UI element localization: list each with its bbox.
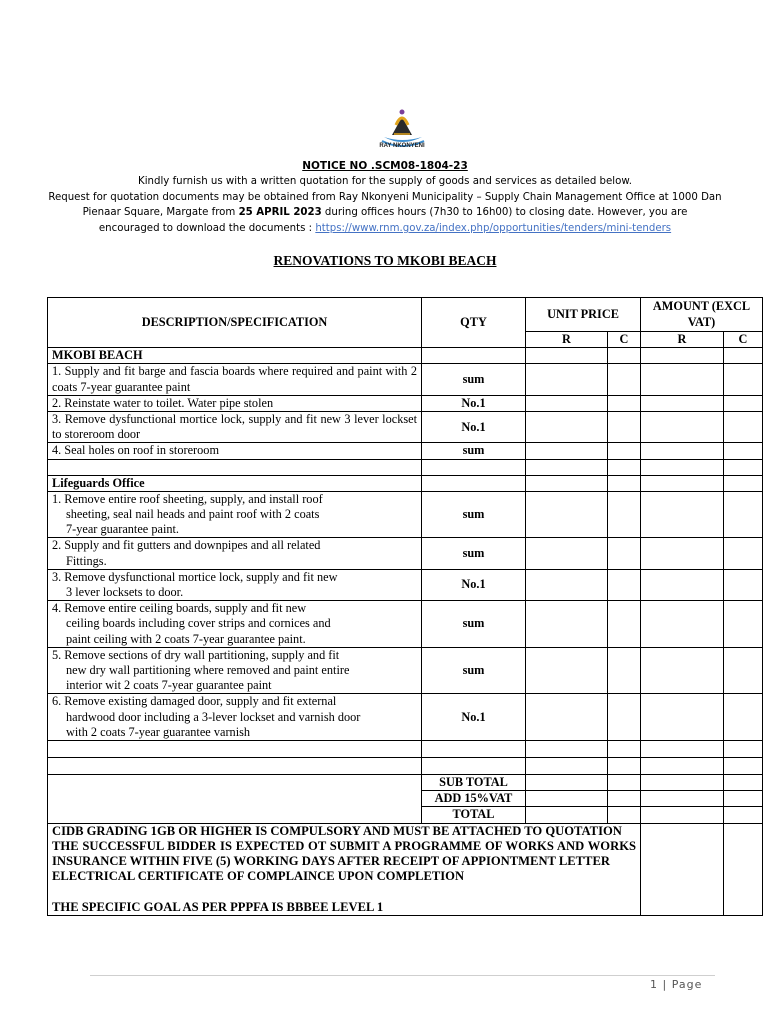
table-row: 2. Reinstate water to toilet. Water pipe stolen No.1 bbox=[48, 395, 763, 411]
header-amount-r: R bbox=[641, 332, 724, 348]
intro-line-4: encouraged to download the documents : https://www.rnm.gov.za/index.php/opportunities/tenders/mini-tenders bbox=[98, 223, 672, 234]
quotation-table bbox=[47, 297, 763, 916]
intro-line-3: Pienaar Square, Margate from 25 APRIL 2023 during offices hours (7h30 to 16h00) to closing date. However, you are bbox=[82, 207, 688, 218]
document-title: RENOVATIONS TO MKOBI BEACH bbox=[273, 253, 497, 268]
header-amount-c: C bbox=[724, 332, 763, 348]
table-row: 1. Supply and fit barge and fascia boards where required and paint with 2 coats 7-year guarantee paint sum bbox=[48, 364, 763, 395]
header-amount: AMOUNT (EXCL VAT) bbox=[641, 298, 763, 332]
requirements-notes: CIDB GRADING 1GB OR HIGHER IS COMPULSORY AND MUST BE ATTACHED TO QUOTATION THE SUCCESSFUL BIDDER IS EXPECTED OT SUBMIT A PROGRAMME OF WORKS AND WORKS INSURANCE WITHIN FIVE (5) WORKING DAYS AFTER RECEIPT OF APPIONTMENT LETTER ELECTRICAL CERTIFICATE OF COMPLAINCE UPON COMPLETION THE SPECIFIC GOAL AS PER PPPFA IS BBBEE LEVEL 1 bbox=[48, 823, 641, 915]
notice-number: NOTICE NO .SCM08-1804-23 bbox=[302, 160, 468, 172]
intro-line-2: Request for quotation documents may be obtained from Ray Nkonyeni Municipality – Supply Chain Management Office at 1000 Dan bbox=[48, 192, 722, 203]
section-mkobi-beach: MKOBI BEACH bbox=[48, 348, 422, 364]
table-row: 4. Seal holes on roof in storeroom sum bbox=[48, 443, 763, 459]
vat-label: ADD 15%VAT bbox=[422, 791, 526, 807]
tender-link[interactable]: https://www.rnm.gov.za/index.php/opportunities/tenders/mini-tenders bbox=[315, 223, 672, 234]
table-row: 1. Remove entire roof sheeting, supply, and install roof sheeting, seal nail heads and paint roof with 2 coats 7-year guarantee paint. sum bbox=[48, 491, 763, 538]
header-unit-c: C bbox=[608, 332, 641, 348]
page-number: 1 | Page bbox=[650, 978, 703, 991]
intro-line-1: Kindly furnish us with a written quotation for the supply of goods and services as detailed below. bbox=[138, 176, 632, 187]
table-row: 3. Remove dysfunctional mortice lock, supply and fit new 3 lever lockset to storeroom door No.1 bbox=[48, 412, 763, 443]
table-row: 2. Supply and fit gutters and downpipes and all related Fittings. sum bbox=[48, 538, 763, 569]
closing-date: 25 APRIL 2023 bbox=[238, 207, 322, 218]
section-lifeguards-office: Lifeguards Office bbox=[48, 475, 422, 491]
header-unit-price: UNIT PRICE bbox=[526, 298, 641, 332]
subtotal-label: SUB TOTAL bbox=[422, 775, 526, 791]
header-description: DESCRIPTION/SPECIFICATION bbox=[48, 298, 422, 348]
header-unit-r: R bbox=[526, 332, 608, 348]
table-row: 5. Remove sections of dry wall partitioning, supply and fit new dry wall partitioning where removed and paint entire interior wit 2 coats 7-year guarantee paint sum bbox=[48, 647, 763, 694]
table-row: 4. Remove entire ceiling boards, supply and fit new ceiling boards including cover strips and cornices and paint ceiling with 2 coats 7-year guarantee paint. sum bbox=[48, 601, 763, 648]
table-row: 3. Remove dysfunctional mortice lock, supply and fit new 3 lever locksets to door. No.1 bbox=[48, 569, 763, 600]
table-row: 6. Remove existing damaged door, supply and fit external hardwood door including a 3-lever lockset and varnish door with 2 coats 7-year guarantee varnish No.1 bbox=[48, 694, 763, 741]
footer-divider bbox=[90, 975, 715, 976]
logo-text: RAY NKONYENI bbox=[379, 143, 425, 149]
header-qty: QTY bbox=[422, 298, 526, 348]
total-label: TOTAL bbox=[422, 807, 526, 823]
